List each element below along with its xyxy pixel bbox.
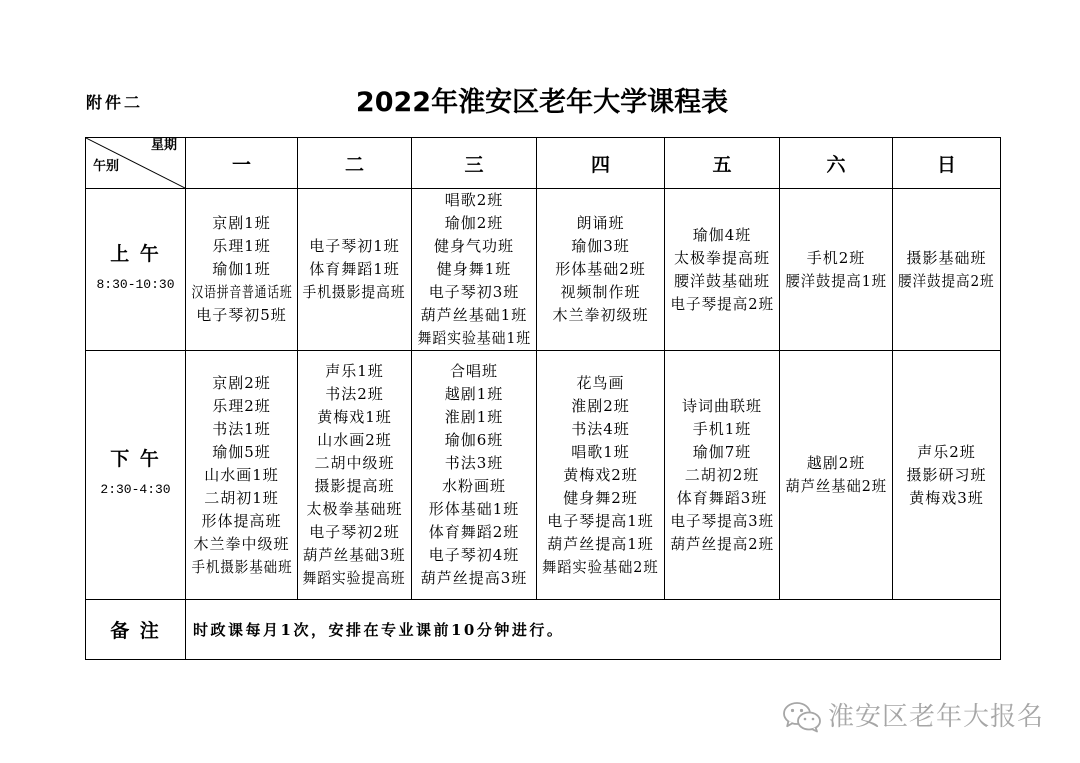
course-item xyxy=(186,510,297,533)
course-item-text: 越剧2班 xyxy=(806,454,866,472)
day-header-fri: 五 xyxy=(665,138,779,188)
notes-label: 备 注 xyxy=(86,600,185,659)
course-item-text: 木兰拳中级班 xyxy=(193,534,290,553)
course-item-text: 摄影研习班 xyxy=(906,465,987,484)
course-item-text: 淮剧2班 xyxy=(571,396,630,415)
course-item-text: 书法2班 xyxy=(325,385,384,403)
course-item xyxy=(412,304,536,327)
course-item xyxy=(298,406,411,429)
course-item xyxy=(412,498,536,521)
course-item-text: 电子琴初4班 xyxy=(428,546,520,564)
course-item xyxy=(186,395,297,418)
day-header-tue: 二 xyxy=(298,138,411,188)
course-cell-afternoon-mon xyxy=(186,351,297,599)
corner-label-weekday: 星期 xyxy=(150,138,177,153)
course-item-text: 电子琴初5班 xyxy=(196,306,287,324)
course-item-text: 电子琴初2班 xyxy=(309,523,400,541)
watermark xyxy=(782,700,1044,734)
course-item xyxy=(537,372,664,395)
course-item-text: 视频制作班 xyxy=(560,283,641,301)
course-item xyxy=(298,567,411,590)
course-item-text: 汉语拼音普通话班 xyxy=(191,283,293,301)
course-item xyxy=(537,395,664,418)
course-item xyxy=(665,510,779,533)
course-item xyxy=(537,235,664,258)
corner-header-cell xyxy=(86,138,185,188)
course-item-text: 体育舞蹈2班 xyxy=(428,523,520,541)
course-item xyxy=(537,304,664,327)
course-item xyxy=(298,544,411,567)
course-item-text: 葫芦丝提高2班 xyxy=(670,534,774,553)
session-time-morning: 8:30-10:30 xyxy=(96,276,175,292)
course-item-text: 手机2班 xyxy=(806,248,866,267)
course-item xyxy=(186,212,297,235)
course-item-text: 越剧1班 xyxy=(444,385,504,403)
course-item xyxy=(537,441,664,464)
course-item-text: 腰洋鼓提高1班 xyxy=(785,271,887,290)
course-item-text: 摄影基础班 xyxy=(906,248,987,267)
course-item-text: 葫芦丝基础1班 xyxy=(420,306,528,324)
course-item-text: 声乐2班 xyxy=(917,442,976,461)
course-item-text: 二胡中级班 xyxy=(314,454,395,472)
course-item xyxy=(665,487,779,510)
course-item xyxy=(412,521,536,544)
day-header-wed: 三 xyxy=(412,138,536,188)
course-item xyxy=(893,464,1000,487)
course-item-text: 葫芦丝基础2班 xyxy=(785,477,887,495)
course-item xyxy=(537,556,664,579)
course-cell-morning-sun xyxy=(893,189,1000,350)
course-cell-afternoon-tue xyxy=(298,351,411,599)
course-item xyxy=(186,533,297,556)
course-item-text: 书法3班 xyxy=(444,454,504,472)
course-item-text: 瑜伽6班 xyxy=(444,431,504,449)
course-item-text: 健身舞1班 xyxy=(436,260,512,278)
course-item xyxy=(412,429,536,452)
course-item-text: 瑜伽5班 xyxy=(212,442,271,461)
course-item xyxy=(537,258,664,281)
course-cell-afternoon-wed xyxy=(412,351,536,599)
course-item-text: 体育舞蹈3班 xyxy=(676,488,768,507)
course-item-text: 腰洋鼓基础班 xyxy=(673,271,770,290)
course-item-text: 瑜伽4班 xyxy=(692,225,752,244)
course-item xyxy=(186,304,297,327)
course-item-text: 瑜伽1班 xyxy=(212,260,271,278)
course-item xyxy=(893,441,1000,464)
course-item-text: 太极拳基础班 xyxy=(306,500,403,518)
course-item xyxy=(412,360,536,383)
course-item-text: 花鸟画 xyxy=(576,373,625,392)
course-item xyxy=(412,235,536,258)
course-item-text: 瑜伽7班 xyxy=(692,442,752,461)
course-item-text: 舞蹈实验提高班 xyxy=(302,569,406,587)
course-item xyxy=(665,418,779,441)
course-item-text: 黄梅戏1班 xyxy=(317,408,392,426)
course-item-text: 瑜伽3班 xyxy=(571,237,630,255)
course-item-text: 乐理2班 xyxy=(212,396,271,415)
course-item-text: 形体提高班 xyxy=(201,511,282,530)
course-cell-afternoon-thu xyxy=(537,351,664,599)
watermark-text: 淮安区老年大报名 xyxy=(828,702,1045,732)
course-item xyxy=(412,327,536,350)
course-item xyxy=(665,395,779,418)
course-item-text: 水粉画班 xyxy=(441,477,506,495)
course-cell-morning-sat xyxy=(780,189,892,350)
course-item xyxy=(298,498,411,521)
page-title: 2022年淮安区老年大学课程表 xyxy=(355,87,729,118)
course-item xyxy=(412,544,536,567)
course-item xyxy=(412,258,536,281)
course-item-text: 形体基础1班 xyxy=(428,500,520,518)
schedule-table xyxy=(85,137,1001,660)
course-item xyxy=(893,270,1000,293)
course-item xyxy=(665,533,779,556)
course-item xyxy=(665,224,779,247)
course-item-text: 舞蹈实验基础2班 xyxy=(542,557,659,576)
course-item xyxy=(186,235,297,258)
corner-label-session: 午别 xyxy=(93,159,120,174)
course-item-text: 京剧1班 xyxy=(212,214,271,232)
course-item xyxy=(780,247,892,270)
course-item-text: 健身气功班 xyxy=(433,237,514,255)
course-item xyxy=(780,270,892,293)
notes-text: 时政课每月1次，安排在专业课前10分钟进行。 xyxy=(186,600,1000,659)
course-item xyxy=(412,383,536,406)
session-cell-afternoon xyxy=(86,351,185,599)
day-header-sat: 六 xyxy=(780,138,892,188)
session-label-morning: 上 午 xyxy=(110,242,161,265)
course-item-text: 山水画1班 xyxy=(204,465,279,484)
course-item xyxy=(412,406,536,429)
session-cell-morning xyxy=(86,189,185,350)
course-item xyxy=(298,360,411,383)
course-item xyxy=(665,270,779,293)
course-item-text: 朗诵班 xyxy=(576,214,625,232)
course-item xyxy=(412,452,536,475)
course-item xyxy=(298,475,411,498)
course-item-text: 瑜伽2班 xyxy=(444,214,504,232)
course-cell-afternoon-fri xyxy=(665,351,779,599)
course-cell-morning-thu xyxy=(537,189,664,350)
course-item-text: 体育舞蹈1班 xyxy=(309,260,400,278)
course-item xyxy=(186,258,297,281)
course-item xyxy=(186,372,297,395)
day-header-mon: 一 xyxy=(186,138,297,188)
wechat-icon xyxy=(782,701,822,733)
course-item-text: 葫芦丝提高3班 xyxy=(420,569,528,587)
course-item xyxy=(298,452,411,475)
course-item xyxy=(298,235,411,258)
course-item-text: 电子琴初3班 xyxy=(428,283,520,301)
course-item-text: 合唱班 xyxy=(449,362,498,380)
course-item xyxy=(412,281,536,304)
course-cell-morning-mon xyxy=(186,189,297,350)
course-item xyxy=(893,487,1000,510)
course-cell-afternoon-sat xyxy=(780,351,892,599)
course-item xyxy=(780,475,892,498)
course-item xyxy=(665,441,779,464)
course-item xyxy=(893,247,1000,270)
course-item xyxy=(412,475,536,498)
course-item xyxy=(537,418,664,441)
course-item-text: 腰洋鼓提高2班 xyxy=(898,271,995,290)
course-item-text: 电子琴提高2班 xyxy=(670,294,774,313)
course-item-text: 唱歌1班 xyxy=(571,442,630,461)
course-item xyxy=(298,258,411,281)
course-item-text: 唱歌2班 xyxy=(444,191,504,209)
course-item-text: 声乐1班 xyxy=(325,362,384,380)
course-item-text: 黄梅戏3班 xyxy=(909,488,984,507)
course-cell-afternoon-sun xyxy=(893,351,1000,599)
course-item-text: 书法1班 xyxy=(212,419,271,438)
course-item xyxy=(186,487,297,510)
course-item-text: 诗词曲联班 xyxy=(681,396,762,415)
course-item xyxy=(186,418,297,441)
course-item-text: 木兰拳初级班 xyxy=(552,306,649,324)
course-item-text: 书法4班 xyxy=(571,419,630,438)
course-item xyxy=(186,281,297,304)
course-item xyxy=(186,464,297,487)
session-label-afternoon: 下 午 xyxy=(110,448,161,470)
course-item xyxy=(537,212,664,235)
course-item xyxy=(298,383,411,406)
course-cell-morning-wed xyxy=(412,189,536,350)
course-cell-morning-fri xyxy=(665,189,779,350)
attachment-label: 附件二 xyxy=(86,93,144,112)
course-item-text: 舞蹈实验基础1班 xyxy=(417,329,531,347)
course-item xyxy=(186,441,297,464)
course-item xyxy=(537,487,664,510)
course-item xyxy=(537,533,664,556)
course-item-text: 健身舞2班 xyxy=(563,488,638,507)
course-item-text: 手机摄影基础班 xyxy=(191,557,293,576)
course-item xyxy=(665,247,779,270)
course-item-text: 山水画2班 xyxy=(317,431,392,449)
course-item xyxy=(298,429,411,452)
course-item-text: 葫芦丝提高1班 xyxy=(547,534,654,553)
course-item-text: 二胡初2班 xyxy=(684,465,760,484)
course-item xyxy=(537,281,664,304)
course-item-text: 电子琴初1班 xyxy=(309,237,400,255)
course-item-text: 京剧2班 xyxy=(212,373,271,392)
course-item xyxy=(780,452,892,475)
course-item-text: 乐理1班 xyxy=(212,237,271,255)
course-item-text: 手机1班 xyxy=(692,419,752,438)
course-item-text: 电子琴提高3班 xyxy=(670,511,774,530)
course-item xyxy=(665,293,779,316)
course-item-text: 手机摄影提高班 xyxy=(302,283,406,301)
course-item-text: 二胡初1班 xyxy=(204,488,279,507)
course-cell-morning-tue xyxy=(298,189,411,350)
course-item xyxy=(186,556,297,579)
course-item xyxy=(412,212,536,235)
course-item xyxy=(412,189,536,212)
course-item-text: 摄影提高班 xyxy=(314,477,395,495)
course-item xyxy=(537,464,664,487)
course-item-text: 黄梅戏2班 xyxy=(563,465,638,484)
course-item-text: 淮剧1班 xyxy=(444,408,504,426)
day-header-sun: 日 xyxy=(893,138,1000,188)
course-item xyxy=(665,464,779,487)
course-item-text: 葫芦丝基础3班 xyxy=(303,546,406,564)
course-item-text: 电子琴提高1班 xyxy=(547,511,654,530)
day-header-thu: 四 xyxy=(537,138,664,188)
course-item-text: 形体基础2班 xyxy=(555,260,646,278)
session-time-afternoon: 2:30-4:30 xyxy=(100,482,171,497)
course-item xyxy=(298,281,411,304)
course-item xyxy=(537,510,664,533)
course-item xyxy=(412,567,536,590)
course-item xyxy=(298,521,411,544)
course-item-text: 太极拳提高班 xyxy=(673,248,770,267)
